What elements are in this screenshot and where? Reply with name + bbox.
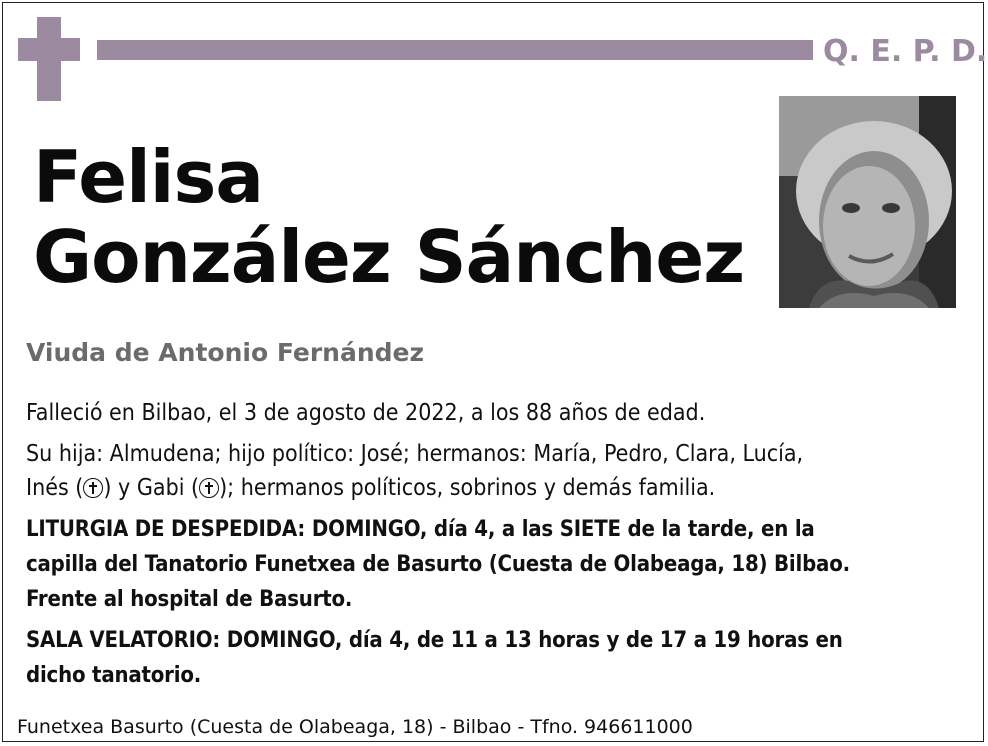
family-text-a: Inés ( <box>26 475 84 501</box>
liturgy-line-2: capilla del Tanatorio Funetxea de Basurto (Cuesta de Olabeaga, 18) Bilbao. <box>26 552 850 577</box>
deceased-first-name: Felisa <box>33 135 263 219</box>
sala-line-2: dicho tanatorio. <box>26 663 202 688</box>
death-info-line: Falleció en Bilbao, el 3 de agosto de 2022, a los 88 años de edad. <box>26 400 706 426</box>
header-bar <box>97 40 813 60</box>
cross-icon-horizontal <box>18 38 80 61</box>
qepd-label: Q. E. P. D. <box>823 34 988 69</box>
family-line-2 <box>26 470 966 506</box>
family-line-1: Su hija: Almudena; hijo político: José; hermanos: María, Pedro, Clara, Lucía, <box>26 441 804 467</box>
portrait-photo <box>779 96 956 308</box>
family-text-c: ); hermanos políticos, sobrinos y demás familia. <box>219 475 716 501</box>
deceased-last-name: González Sánchez <box>33 215 745 299</box>
deceased-subtitle: Viuda de Antonio Fernández <box>26 338 425 367</box>
liturgy-line-3: Frente al hospital de Basurto. <box>26 587 353 612</box>
portrait-image <box>779 96 956 308</box>
circled-cross-icon <box>83 478 103 498</box>
liturgy-line-1: LITURGIA DE DESPEDIDA: DOMINGO, día 4, a las SIETE de la tarde, en la <box>26 517 815 542</box>
funeral-home-footer: Funetxea Basurto (Cuesta de Olabeaga, 18) - Bilbao - Tfno. 946611000 <box>17 716 693 738</box>
sala-line-1: SALA VELATORIO: DOMINGO, día 4, de 11 a 13 horas y de 17 a 19 horas en <box>26 628 843 653</box>
circled-cross-icon <box>199 478 219 498</box>
family-text-b: ) y Gabi ( <box>103 475 200 501</box>
